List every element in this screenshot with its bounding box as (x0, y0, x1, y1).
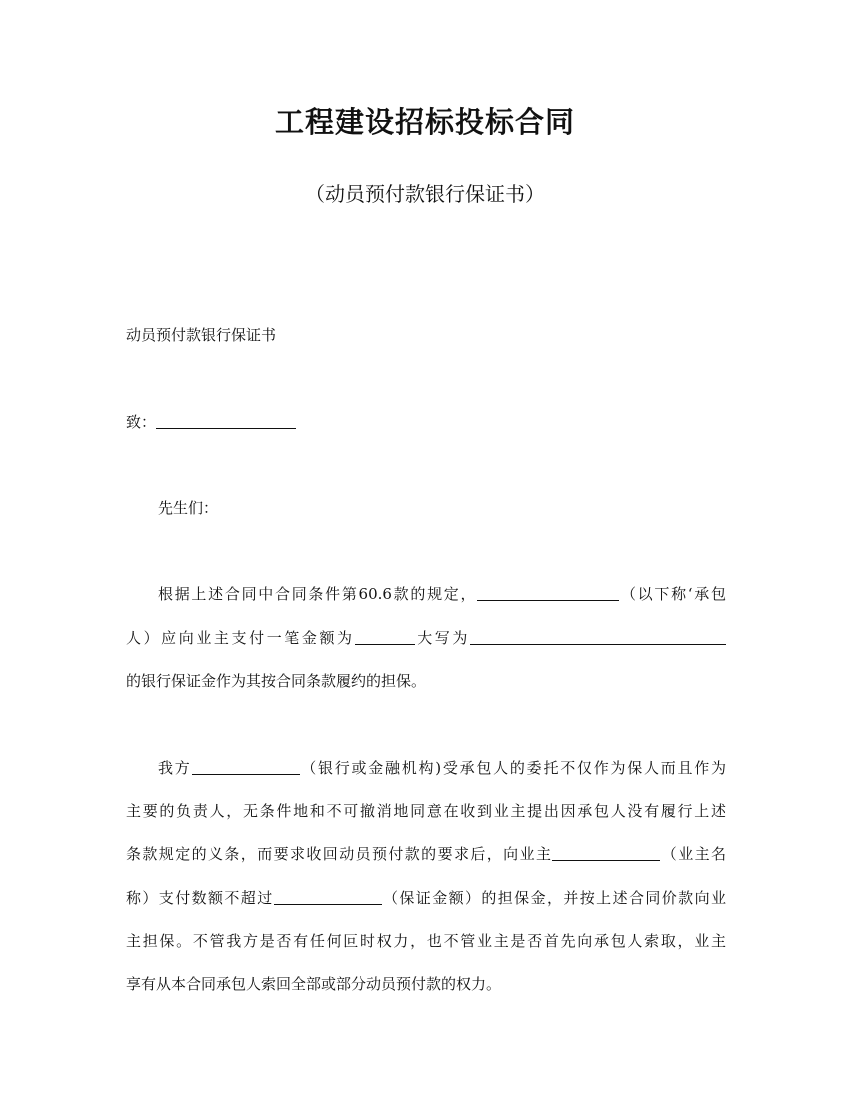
document-subtitle: （动员预付款银行保证书） (305, 182, 545, 206)
employer-name-blank[interactable] (552, 843, 660, 861)
section-heading: 动员预付款银行保证书 (126, 326, 277, 344)
para2-line4 (126, 887, 726, 909)
amount-blank[interactable] (355, 627, 415, 645)
para2-line1 (126, 757, 726, 779)
para2-text: （银行或金融机构)受承包人的委托不仅作为保人而且作为 (299, 759, 726, 777)
para1-text: 人）应向业主支付一笔金额为 (126, 629, 355, 647)
amount-in-words-blank[interactable] (470, 627, 726, 645)
para2-line3 (126, 843, 726, 865)
para2-line5: 主担保。不管我方是否有任何叵时权力，也不管业主是否首先向承包人索取，业主 (126, 932, 726, 950)
para2-text: 称）支付数额不超过 (126, 889, 274, 907)
para1-line2 (126, 627, 726, 649)
para1-text: 大写为 (414, 629, 470, 647)
para2-line2: 主要的负责人，无条件地和不可撤消地同意在收到业主提出因承包人没有履行上述 (126, 802, 726, 820)
para1-line3: 的银行保证金作为其按合同条款履约的担保。 (126, 672, 427, 690)
para1-line1 (126, 583, 726, 605)
guarantee-amount-blank[interactable] (274, 887, 382, 905)
para2-text: （保证金额）的担保金，并按上述合同价款向业 (381, 889, 726, 907)
bank-name-blank[interactable] (192, 757, 300, 775)
to-label: 致： (126, 413, 157, 431)
para2-text: （业主名 (660, 845, 726, 863)
salutation: 先生们： (158, 499, 219, 517)
para2-text: 条款规定的义条，而要求收回动员预付款的要求后，向业主 (126, 845, 553, 863)
para2-text: 我方 (158, 759, 192, 777)
addressee-blank[interactable] (156, 411, 296, 429)
para1-text: 根据上述合同中合同条件第60.6款的规定， (158, 585, 478, 603)
document-title: 工程建设招标投标合同 (274, 105, 575, 139)
addressee-line (126, 411, 726, 433)
para1-text: （以下称‘承包 (619, 585, 726, 603)
para2-line6: 享有从本合同承包人索回全部或部分动员预付款的权力。 (126, 975, 502, 993)
contractor-name-blank[interactable] (477, 583, 619, 601)
